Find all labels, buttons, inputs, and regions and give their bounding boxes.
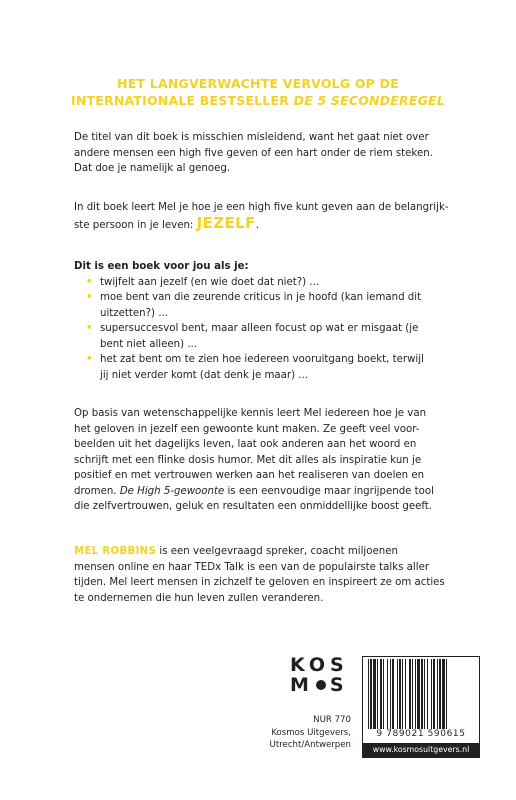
bullet-icon: • [86,276,93,288]
audience-section [74,259,474,383]
book-title-italic: De High 5-gewoonte [119,485,225,497]
nur-code: NUR 770 [313,715,351,725]
barcode-box [362,656,480,758]
logo-dot-icon [316,680,326,690]
intro-paragraph-1: De titel van dit boek is misschien misleidend, want het gaat niet over andere mensen een high five geven of een hart onder de riem steken. Dat doe je namelijk al genoeg. [74,132,433,174]
audience-list [74,275,474,384]
bullet-icon: • [86,354,93,365]
headline [40,75,476,109]
kosmos-logo: KOS M S [290,654,349,696]
publisher-city: Utrecht/Antwerpen [269,740,351,750]
author-name: MEL ROBBINS [74,546,157,557]
bullet-icon: • [86,292,93,303]
website-label: www.kosmosuitgevers.nl [363,743,479,757]
isbn-number: 9 789021 590615 [376,729,466,739]
audience-heading: Dit is een boek voor jou als je: [74,261,249,272]
list-item: • het zat bent om te zien hoe iedereen vooruitgang boekt, terwijl jij niet verder komt (dat denk je maar) ... [86,354,424,381]
headline-line-2: INTERNATIONALE BESTSELLER DE 5 SECONDEREGEL [71,93,445,108]
list-item: • twijfelt aan jezelf (en wie doet dat niet?) ... [84,275,474,291]
bullet-icon: • [86,323,93,334]
list-item: • moe bent van die zeurende criticus in je hoofd (kan iemand dit uitzetten?) ... [86,292,422,319]
author-bio: MEL ROBBINS is een veelgevraagd spreker, coacht miljoenen mensen online en haar TEDx Talk is een van de populairste talks aller tijden. Mel leert mensen in zichzelf te geloven en inspireert ze om acties te ondernemen die hun leven zullen veranderen. [74,546,445,604]
headline-line-1: HET LANGVERWACHTE VERVOLG OP DE [117,76,399,91]
highlight-jezelf: JEZELF [196,213,256,232]
body-paragraph: Op basis van wetenschappelijke kennis leert Mel iedereen hoe je van het geloven in jezelf een gewoonte kunt maken. Ze geeft veel voor- beelden uit het dagelijks leven, laat ook anderen aan het woord en schrijft met een flinke dosis humor. Met dit alles als inspiratie kun je positief en met vertrouwen werken aan het realiseren van doelen en dromen. De High 5-gewoonte is een eenvoudige maar ingrijpende tool die zelfvertrouwen, geluk en resultaten een onmiddellijke boost geeft. [74,408,434,512]
intro-paragraph-2: In dit boek leert Mel je hoe je een high five kunt geven aan de belangrijk- ste persoon in je leven: JEZELF. [74,202,449,232]
headline-book-title: DE 5 SECONDEREGEL [293,93,445,108]
publisher-name: Kosmos Uitgevers, [271,727,351,738]
barcode-icon [366,659,476,729]
list-item: • supersuccesvol bent, maar alleen focust op wat er misgaat (je bent niet alleen) ... [86,323,419,350]
publisher-imprint [265,714,351,752]
